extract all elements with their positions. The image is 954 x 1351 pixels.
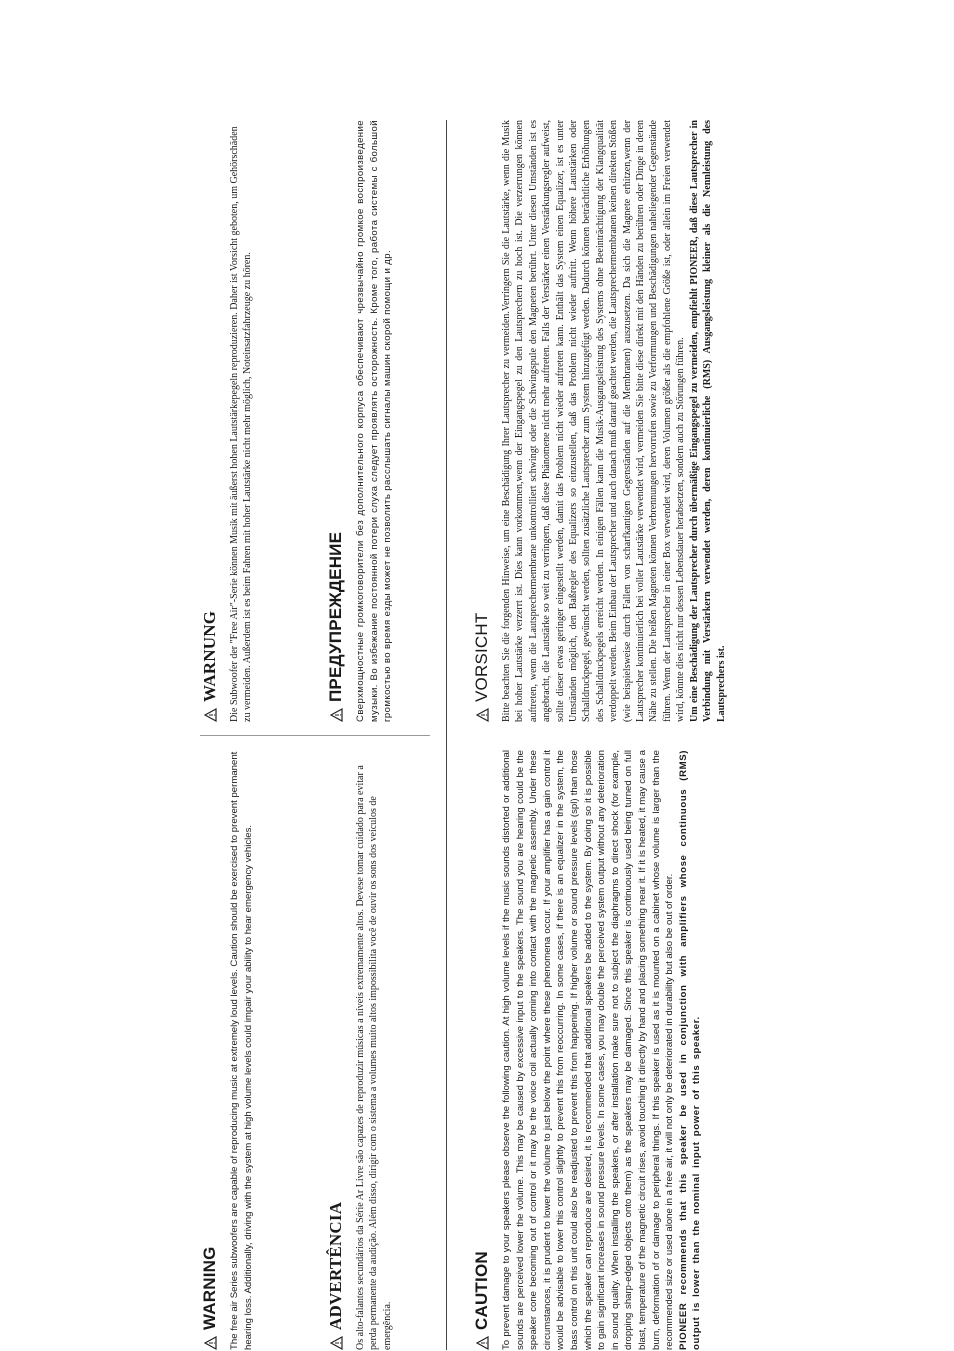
warnung-heading (200, 120, 220, 722)
warning-section (200, 750, 255, 1350)
left-column (200, 750, 760, 1350)
warning-triangle-icon (330, 708, 343, 722)
vorsicht-body: Bitte beachten Sie die forgenden Hinweise, um eine Beschädigung Ihrer Lautsprecher zu vermeiden.Verringern Sie die Lautstärke, wenn die Musik bei hoher Lautstärke verzerrt ist. Dies kann vorkommen,wenn der Eingangspegel zu den Lautsprechern zu hoch ist. Die verzerrungen können auftreten, wenn die Lautsprechermembrane unkontrolliert schwingt oder die Schwingspule den Magneten berührt. Unter diesen Umständen ist es angebracht, die Lautstärke so weit zu verringern, daß diese Phänomene nicht mehr auftreten. Falls der Verstärker einen Verstärkungsregler aufweist, sollte dieser etwas geringer eingestellt werden, damit das Problem nicht wieder auftreten kann. Enthält das System einen Equalizer, ist es unter Umständen möglich, den Baßregler des Equalizers so einzustellen, daß das Problem nicht wieder auftritt. Wenn höhere Lautstärken oder Schalldruckpegel, gewünscht werden, sollten zusätzliche Lautsprecher zum System hinzugefügt werden. Dadurch können beträchtliche Erhöhungen des Schalldruckpegels erreicht werden. In einigen Fällen kann die Musik-Ausgangsleistung des Systems ohne Beeinträchtigung der Klangqualität verdoppelt werden. Beim Einbau der Lautsprecher und auch danach muß darauf geachtet werden, die Lautsprechermembranen keinen direkten Stößen (wie beispielsweise durch Fallen von scharfkantigen Gegenständen auf die Membranen) auszusetzen. Da sich die Magnete erhitzen,wenn der Lautsprecher kontinuierlich bei voller Lautstärke verwendet wird, vermeiden Sie bitte diese direkt mit den Händen zu berühren oder Dinge in deren Nähe zu stellen. Die heißen Magneten können Verbrennungen hervorrufen sowie zu Verformungen und Beschädigungen naheliegender Gegenstände führen. Wenn der Lautsprecher in einer Box verwendet wird, deren Volumen größer als die empfohlene Größe ist, oder allein im Freien verwendet wird, könnte dies nicht nur dessen Lebensdauer herabsetzen, sondern auch zu Störungen führen. (501, 120, 687, 722)
vorsicht-title: VORSICHT (472, 612, 491, 702)
vorsicht-recommendation: Um eine Beschädigung der Lautsprecher durch übermäßige Eingangspegel zu vermeiden, empfiehlt PIONEER, daß diese Lautsprecher in Verbindung mit Verstärkern verwendet werden, deren kontinuierliche (RMS) Ausgangsleistung kleiner als die Nennleistung des Lautsprechers ist. (688, 120, 727, 722)
warning-triangle-icon (330, 1336, 343, 1350)
caution-section (472, 750, 704, 1350)
advertencia-body: Os alto-falantes secundários da Série Ar Livre são capazes de reproduzir músicas a níveis extremamente altos. Devese tomar cuidado para evitar a perda permanente da audição. Além disso, dirigir com o sistema a volumes muito altos impossibilita você de ouvir os sons dos veículos de emergência. (355, 765, 393, 1350)
warning-triangle-icon (476, 1336, 489, 1350)
vorsicht-section (472, 120, 728, 722)
predupr-body: Сверхмощностные громкоговорители без дополнительного корпуса обеспечивают чрезвычайно громкое воспроизведение музыки. Во избежание постоянной потери слуха следует проявлять осторожность. Кроме того, работа системы с большой громкостью во время езды может не позволить расслышать сигналы машин скорой помощи и др. (355, 120, 394, 722)
predupr-title: ПРЕДУПРЕЖДЕНИЕ (326, 531, 345, 702)
rotated-manual-page (200, 120, 760, 1350)
caution-body: To prevent damage to your speakers please observe the following caution. At high volume levels if the music sounds distorted or additional sounds are perceived lower the volume. This may be caused by excessive input to the speakers. The sound you are hearing could be the speaker cone becoming out of control or it may be the voice coil actually coming into contact with the magnetic assembly. Under these circumstances, it is prudent to lower the volume to just below the point where these phenomena occur. If your amplifier has a gain control it would be advisable to lower this control slightly to prevent this from reoccurring. In some cases, if there is an equalizer in the system, the bass control on this unit could also be readjusted to prevent this from happening. If higher volume or sound pressure levels (spl) than those which the speaker can reproduce are desired, it is recommended that additional speakers be added to the system. By doing so it is possible to gain significant increases in sound pressure levels. In some cases, you may double the perceived system output without any deterioration in sound quality. When installing the speakers, or after installation make sure not to subject the diaphragms to direct shock (for example, dropping sharp-edged objects onto them) as the speakers may be damaged. Since this speaker is continuously used being turned on full blast, temperature of the magnetic circuit rises, avoid touching it directly by hand and placing something near it. If it is heated, it may cause a burn, deformation of or damage to peripheral things. If this speaker is used as it is mounted on a cabinet whose volume is larger than the recommended size or used alone in a free air, it will not only be deteriorated in durability but also be out of order. (501, 750, 676, 1350)
predupr-section (326, 120, 395, 722)
warning-body: The free air Series subwoofers are capable of reproducing music at extremely loud levels. Caution should be exercised to prevent permanent hearing loss. Additionally, driving with the system at high volume levels could impair your ability to hear emergency vehicles. (229, 751, 254, 1350)
caution-heading (472, 750, 492, 1350)
predupr-heading (326, 120, 346, 722)
warnung-section (200, 120, 255, 722)
warning-triangle-icon (204, 1336, 217, 1350)
warning-title: WARNING (200, 1246, 219, 1330)
warnung-title: WARNUNG (200, 610, 219, 702)
warning-triangle-icon (476, 708, 489, 722)
column-divider (200, 735, 430, 736)
warning-triangle-icon (204, 708, 217, 722)
warning-heading (200, 750, 220, 1350)
caution-title: CAUTION (472, 1251, 491, 1330)
caution-recommendation: PIONEER recommends that this speaker be used in conjunction with amplifiers whose continuous (RMS) output is lower than the nominal input power of this speaker. (677, 750, 703, 1350)
advertencia-heading (326, 750, 346, 1350)
warnung-body: Die Subwoofer der "Free Air"-Serie können Musik mit äußerst hohen Lautstärkepegeln reproduzieren. Daher ist Vorsicht geboten, um Gehörschäden zu vermeiden. Außerdem ist es beim Fahren mit hoher Lautstärke nicht mehr möglich, Noteinsatzfahrzeuge zu hören. (229, 126, 254, 722)
vorsicht-heading (472, 120, 492, 722)
right-column (200, 120, 760, 722)
advertencia-section (326, 750, 394, 1350)
advertencia-title: ADVERTÊNCIA (326, 1201, 345, 1330)
